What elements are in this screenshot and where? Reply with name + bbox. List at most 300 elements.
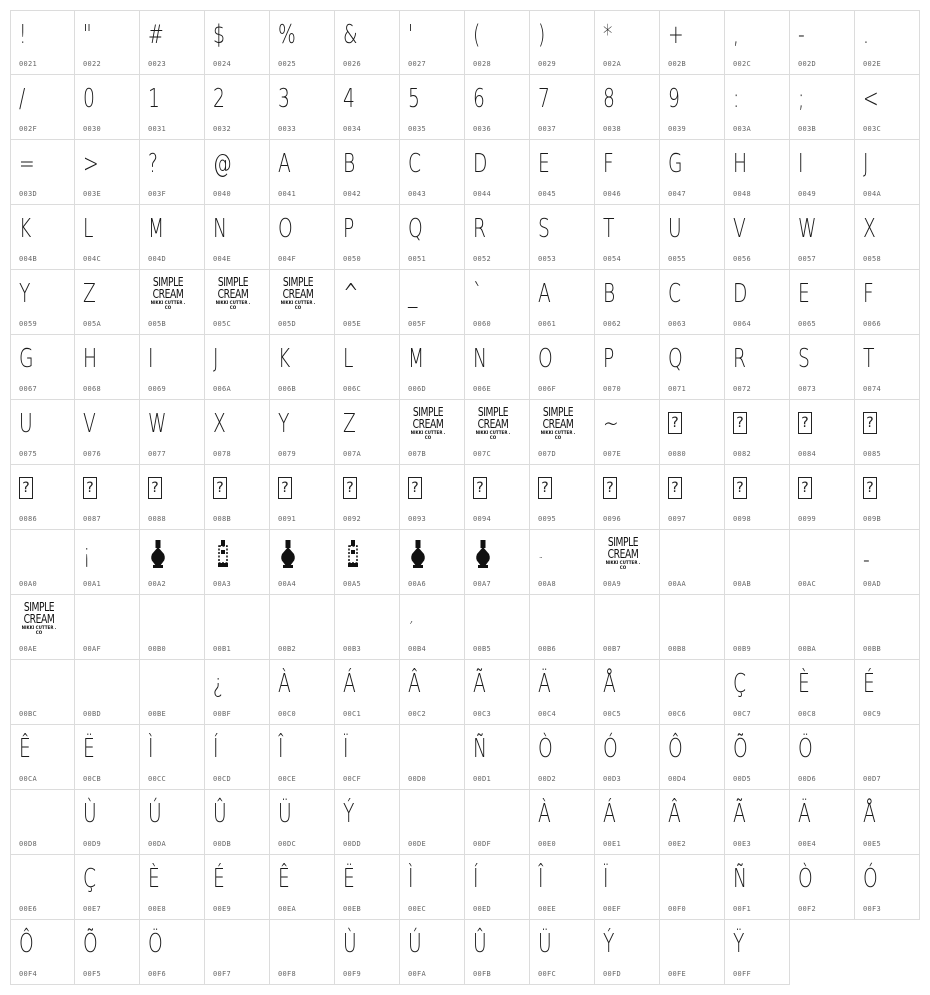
- glyph-cell: [660, 10, 725, 75]
- glyph: U: [668, 214, 682, 244]
- glyph-cell: [660, 595, 725, 660]
- glyph-cell: [400, 790, 465, 855]
- glyph-cell: [75, 205, 140, 270]
- glyph: Ê: [19, 734, 31, 764]
- codepoint-label: 002C: [733, 60, 752, 68]
- glyph: Î: [538, 864, 544, 894]
- codepoint-label: 0023: [148, 60, 167, 68]
- glyph-cell: [140, 660, 205, 725]
- codepoint-label: 0048: [733, 190, 752, 198]
- glyph: Ã: [733, 799, 746, 829]
- simple-cream-logo: [19, 601, 59, 636]
- glyph: :: [733, 84, 740, 114]
- glyph-cell: [595, 140, 660, 205]
- glyph-cell: [140, 530, 205, 595]
- codepoint-label: 00A5: [343, 580, 362, 588]
- codepoint-label: 0092: [343, 515, 362, 523]
- codepoint-label: 004A: [863, 190, 882, 198]
- codepoint-label: 002E: [863, 60, 882, 68]
- codepoint-label: 0062: [603, 320, 622, 328]
- codepoint-label: 00C1: [343, 710, 362, 718]
- glyph: À: [278, 669, 291, 699]
- glyph: ´: [408, 619, 414, 638]
- codepoint-label: 0039: [668, 125, 687, 133]
- glyph: Ò: [798, 864, 813, 894]
- codepoint-label: 004E: [213, 255, 232, 263]
- glyph-cell: [335, 400, 400, 465]
- glyph-cell: [595, 855, 660, 920]
- glyph: F: [863, 279, 874, 309]
- glyph: Î: [278, 734, 284, 764]
- codepoint-label: 0091: [278, 515, 297, 523]
- glyph-cell: [75, 595, 140, 660]
- glyph: F: [603, 149, 614, 179]
- codepoint-label: 00DF: [473, 840, 492, 848]
- glyph: R: [473, 214, 487, 244]
- codepoint-label: 005A: [83, 320, 102, 328]
- glyph-cell: [725, 400, 790, 465]
- glyph: Y: [278, 409, 290, 439]
- codepoint-label: 008B: [213, 515, 232, 523]
- glyph-cell: [75, 790, 140, 855]
- codepoint-label: 00F9: [343, 970, 362, 978]
- glyph-cell: [530, 660, 595, 725]
- codepoint-label: 00B7: [603, 645, 622, 653]
- glyph: W: [798, 214, 817, 244]
- codepoint-label: 004D: [148, 255, 167, 263]
- glyph-cell: [595, 530, 660, 595]
- glyph: J: [863, 149, 869, 179]
- codepoint-label: 00D8: [19, 840, 38, 848]
- glyph-cell: [465, 790, 530, 855]
- codepoint-label: 004B: [19, 255, 38, 263]
- codepoint-label: 00AE: [19, 645, 38, 653]
- glyph: È: [798, 669, 810, 699]
- codepoint-label: 0085: [863, 450, 882, 458]
- codepoint-label: 00F2: [798, 905, 817, 913]
- glyph: N: [213, 214, 228, 244]
- glyph: /: [19, 84, 26, 114]
- missing-glyph-icon: ?: [538, 477, 552, 499]
- logo-line-2: CREAM: [217, 287, 249, 301]
- codepoint-label: 00F1: [733, 905, 752, 913]
- glyph-cell: [595, 660, 660, 725]
- glyph-cell: [725, 855, 790, 920]
- codepoint-label: 00FA: [408, 970, 427, 978]
- codepoint-label: 003B: [798, 125, 817, 133]
- glyph-cell: [75, 10, 140, 75]
- glyph: Ï: [343, 734, 349, 764]
- glyph-cell: [595, 920, 660, 985]
- glyph: Û: [473, 929, 487, 959]
- codepoint-label: 00EE: [538, 905, 557, 913]
- glyph-cell: [660, 465, 725, 530]
- codepoint-label: 0084: [798, 450, 817, 458]
- codepoint-label: 0098: [733, 515, 752, 523]
- codepoint-label: 002B: [668, 60, 687, 68]
- glyph-cell: [10, 400, 75, 465]
- glyph-cell: [335, 465, 400, 530]
- codepoint-label: 002A: [603, 60, 622, 68]
- glyph-cell: [75, 270, 140, 335]
- codepoint-label: 00DD: [343, 840, 362, 848]
- glyph-cell: [790, 660, 855, 725]
- missing-glyph-icon: ?: [668, 477, 682, 499]
- logo-line-1: SIMPLE: [542, 405, 574, 419]
- glyph: P: [603, 344, 615, 374]
- codepoint-label: 00CA: [19, 775, 38, 783]
- glyph-cell: [270, 855, 335, 920]
- glyph-cell: [270, 335, 335, 400]
- missing-glyph-icon: ?: [733, 412, 747, 434]
- glyph-cell: [140, 595, 205, 660]
- glyph-cell: [855, 595, 920, 660]
- glyph: Õ: [733, 734, 748, 764]
- glyph: Ê: [278, 864, 290, 894]
- glyph-cell: [530, 790, 595, 855]
- codepoint-label: 0070: [603, 385, 622, 393]
- glyph-cell: [790, 400, 855, 465]
- codepoint-label: 0073: [798, 385, 817, 393]
- glyph: Ü: [538, 929, 552, 959]
- glyph-cell: [725, 790, 790, 855]
- codepoint-label: 0094: [473, 515, 492, 523]
- codepoint-label: 00E9: [213, 905, 232, 913]
- glyph-cell: [660, 725, 725, 790]
- glyph: À: [538, 799, 551, 829]
- glyph-cell: [465, 530, 530, 595]
- glyph-cell: [790, 595, 855, 660]
- codepoint-label: 0027: [408, 60, 427, 68]
- logo-line-3: NIKKI CUTTER . CO: [410, 431, 446, 441]
- codepoint-label: 00AF: [83, 645, 102, 653]
- glyph-cell: [465, 270, 530, 335]
- cream-tube-icon: [213, 540, 233, 568]
- glyph-cell: [660, 790, 725, 855]
- glyph-cell: [205, 400, 270, 465]
- glyph-cell: [790, 855, 855, 920]
- glyph-cell: [10, 140, 75, 205]
- glyph-cell: [725, 920, 790, 985]
- glyph-cell: [855, 790, 920, 855]
- glyph-cell: [855, 10, 920, 75]
- glyph-cell: [75, 140, 140, 205]
- codepoint-label: 00E0: [538, 840, 557, 848]
- codepoint-label: 00FC: [538, 970, 557, 978]
- codepoint-label: 00F4: [19, 970, 38, 978]
- glyph: T: [863, 344, 875, 374]
- glyph-cell: [270, 725, 335, 790]
- glyph-cell: [400, 725, 465, 790]
- glyph-cell: [75, 335, 140, 400]
- codepoint-label: 007D: [538, 450, 557, 458]
- glyph-cell: [595, 335, 660, 400]
- glyph-cell: [140, 205, 205, 270]
- glyph-cell: [725, 335, 790, 400]
- codepoint-label: 00B3: [343, 645, 362, 653]
- codepoint-label: 00D0: [408, 775, 427, 783]
- codepoint-label: 00D3: [603, 775, 622, 783]
- glyph: 8: [603, 84, 615, 114]
- glyph-cell: [10, 725, 75, 790]
- codepoint-label: 00AC: [798, 580, 817, 588]
- codepoint-label: 0095: [538, 515, 557, 523]
- glyph-cell: [335, 205, 400, 270]
- missing-glyph-icon: ?: [213, 477, 227, 499]
- codepoint-label: 0047: [668, 190, 687, 198]
- codepoint-label: 00C4: [538, 710, 557, 718]
- glyph: Ù: [83, 799, 97, 829]
- codepoint-label: 003F: [148, 190, 167, 198]
- logo-line-3: NIKKI CUTTER . CO: [215, 301, 251, 311]
- codepoint-label: 0057: [798, 255, 817, 263]
- codepoint-label: 00E8: [148, 905, 167, 913]
- codepoint-label: 0050: [343, 255, 362, 263]
- codepoint-label: 00D5: [733, 775, 752, 783]
- codepoint-label: 0068: [83, 385, 102, 393]
- glyph-cell: [530, 725, 595, 790]
- codepoint-label: 0046: [603, 190, 622, 198]
- glyph-cell: [270, 465, 335, 530]
- glyph-cell: [140, 75, 205, 140]
- glyph: L: [343, 344, 354, 374]
- glyph-cell: [855, 335, 920, 400]
- codepoint-label: 007E: [603, 450, 622, 458]
- glyph-cell: [595, 270, 660, 335]
- codepoint-label: 00B5: [473, 645, 492, 653]
- glyph-cell: [10, 660, 75, 725]
- glyph-cell: [205, 335, 270, 400]
- codepoint-label: 006D: [408, 385, 427, 393]
- glyph-cell: [75, 725, 140, 790]
- logo-line-3: NIKKI CUTTER . CO: [540, 431, 576, 441]
- codepoint-label: 0065: [798, 320, 817, 328]
- glyph: X: [863, 214, 876, 244]
- codepoint-label: 003E: [83, 190, 102, 198]
- glyph: J: [213, 344, 219, 374]
- codepoint-label: 00FF: [733, 970, 752, 978]
- codepoint-label: 0074: [863, 385, 882, 393]
- logo-line-2: CREAM: [607, 547, 639, 561]
- codepoint-label: 00F3: [863, 905, 882, 913]
- glyph: -: [863, 545, 870, 575]
- glyph-cell: [270, 660, 335, 725]
- glyph-cell: [465, 10, 530, 75]
- glyph: %: [278, 20, 296, 50]
- cream-bottle-icon: [473, 540, 493, 568]
- glyph: .: [863, 20, 869, 50]
- glyph: ': [408, 20, 414, 50]
- glyph-cell: [855, 530, 920, 595]
- glyph: 7: [538, 84, 550, 114]
- glyph-cell: [140, 920, 205, 985]
- glyph: Á: [343, 669, 356, 699]
- codepoint-label: 00BB: [863, 645, 882, 653]
- codepoint-label: 0034: [343, 125, 362, 133]
- codepoint-label: 00E7: [83, 905, 102, 913]
- missing-glyph-icon: ?: [668, 412, 682, 434]
- glyph: Ë: [343, 864, 355, 894]
- glyph: H: [83, 344, 98, 374]
- glyph-cell: [725, 595, 790, 660]
- codepoint-label: 00C6: [668, 710, 687, 718]
- codepoint-label: 002F: [19, 125, 38, 133]
- glyph-cell: [660, 920, 725, 985]
- glyph: E: [538, 149, 550, 179]
- glyph-cell: [270, 75, 335, 140]
- codepoint-label: 0099: [798, 515, 817, 523]
- glyph-cell: [205, 660, 270, 725]
- glyph-cell: [725, 660, 790, 725]
- glyph-cell: [725, 465, 790, 530]
- glyph-cell: [10, 790, 75, 855]
- glyph-cell: [75, 465, 140, 530]
- glyph-cell: [725, 725, 790, 790]
- glyph: =: [19, 149, 35, 179]
- codepoint-label: 00CE: [278, 775, 297, 783]
- codepoint-label: 0044: [473, 190, 492, 198]
- glyph: Å: [603, 669, 616, 699]
- glyph-cell: [465, 400, 530, 465]
- simple-cream-logo: [148, 276, 188, 311]
- missing-glyph-icon: ?: [408, 477, 422, 499]
- glyph: K: [278, 344, 291, 374]
- glyph-cell: [10, 920, 75, 985]
- simple-cream-logo: [473, 406, 513, 441]
- codepoint-label: 0093: [408, 515, 427, 523]
- glyph: C: [668, 279, 682, 309]
- glyph-cell: [400, 595, 465, 660]
- missing-glyph-icon: ?: [798, 412, 812, 434]
- glyph: Ô: [19, 929, 34, 959]
- glyph-cell: [790, 530, 855, 595]
- glyph-cell: [400, 10, 465, 75]
- codepoint-label: 0078: [213, 450, 232, 458]
- glyph-cell: [855, 660, 920, 725]
- glyph: M: [148, 214, 165, 244]
- glyph-cell: [530, 530, 595, 595]
- glyph-cell: [530, 335, 595, 400]
- glyph-cell: [465, 660, 530, 725]
- glyph-cell: [205, 530, 270, 595]
- glyph-cell: [855, 205, 920, 270]
- glyph-cell: [205, 465, 270, 530]
- logo-line-3: NIKKI CUTTER . CO: [475, 431, 511, 441]
- codepoint-label: 00D2: [538, 775, 557, 783]
- glyph-cell: [400, 660, 465, 725]
- glyph: @: [213, 149, 232, 179]
- codepoint-label: 00F5: [83, 970, 102, 978]
- codepoint-label: 005C: [213, 320, 232, 328]
- glyph-cell: [335, 595, 400, 660]
- glyph: Ò: [538, 734, 553, 764]
- codepoint-label: 0056: [733, 255, 752, 263]
- codepoint-label: 005E: [343, 320, 362, 328]
- logo-line-1: SIMPLE: [152, 275, 184, 289]
- glyph: Ý: [343, 799, 355, 829]
- glyph-cell: [140, 855, 205, 920]
- codepoint-label: 00BD: [83, 710, 102, 718]
- glyph-cell: [10, 530, 75, 595]
- codepoint-label: 0024: [213, 60, 232, 68]
- logo-line-1: SIMPLE: [282, 275, 314, 289]
- codepoint-label: 00F8: [278, 970, 297, 978]
- codepoint-label: 0031: [148, 125, 167, 133]
- glyph: Ë: [83, 734, 95, 764]
- codepoint-label: 00F0: [668, 905, 687, 913]
- codepoint-label: 002D: [798, 60, 817, 68]
- glyph: G: [19, 344, 34, 374]
- glyph-cell: [140, 400, 205, 465]
- glyph-cell: [465, 595, 530, 660]
- codepoint-label: 0041: [278, 190, 297, 198]
- glyph-cell: [205, 790, 270, 855]
- glyph-cell: [140, 790, 205, 855]
- glyph-cell: [530, 140, 595, 205]
- codepoint-label: 0066: [863, 320, 882, 328]
- glyph-cell: [530, 270, 595, 335]
- codepoint-label: 0051: [408, 255, 427, 263]
- glyph: 6: [473, 84, 485, 114]
- glyph-cell: [10, 10, 75, 75]
- glyph: Í: [213, 734, 219, 764]
- glyph-cell: [465, 140, 530, 205]
- glyph: ¿: [213, 669, 224, 699]
- codepoint-label: 00BA: [798, 645, 817, 653]
- glyph: A: [278, 149, 291, 179]
- codepoint-label: 00DE: [408, 840, 427, 848]
- glyph: Â: [668, 799, 681, 829]
- codepoint-label: 007C: [473, 450, 492, 458]
- glyph-cell: [205, 270, 270, 335]
- codepoint-label: 0069: [148, 385, 167, 393]
- glyph-cell: [465, 855, 530, 920]
- codepoint-label: 0035: [408, 125, 427, 133]
- codepoint-label: 0064: [733, 320, 752, 328]
- codepoint-label: 00B1: [213, 645, 232, 653]
- glyph-cell: [335, 75, 400, 140]
- codepoint-label: 00D1: [473, 775, 492, 783]
- glyph-cell: [660, 140, 725, 205]
- glyph-cell: [335, 725, 400, 790]
- codepoint-label: 00AD: [863, 580, 882, 588]
- glyph: A: [538, 279, 551, 309]
- missing-glyph-icon: ?: [603, 477, 617, 499]
- glyph: 3: [278, 84, 290, 114]
- glyph: Ç: [733, 669, 747, 699]
- glyph: Ö: [148, 929, 163, 959]
- simple-cream-logo: [213, 276, 253, 311]
- codepoint-label: 0053: [538, 255, 557, 263]
- codepoint-label: 00E4: [798, 840, 817, 848]
- logo-line-2: CREAM: [152, 287, 184, 301]
- glyph-cell: [595, 790, 660, 855]
- missing-glyph-icon: ?: [19, 477, 33, 499]
- glyph-cell: [790, 75, 855, 140]
- codepoint-label: 0060: [473, 320, 492, 328]
- simple-cream-logo: [538, 406, 578, 441]
- glyph-cell: [140, 10, 205, 75]
- codepoint-label: 00E2: [668, 840, 687, 848]
- glyph: *: [603, 20, 613, 50]
- simple-cream-logo: [603, 536, 643, 571]
- glyph-cell: [530, 10, 595, 75]
- glyph-cell: [530, 205, 595, 270]
- glyph: ): [538, 20, 546, 50]
- codepoint-label: 0072: [733, 385, 752, 393]
- codepoint-label: 0042: [343, 190, 362, 198]
- glyph-cell: [335, 335, 400, 400]
